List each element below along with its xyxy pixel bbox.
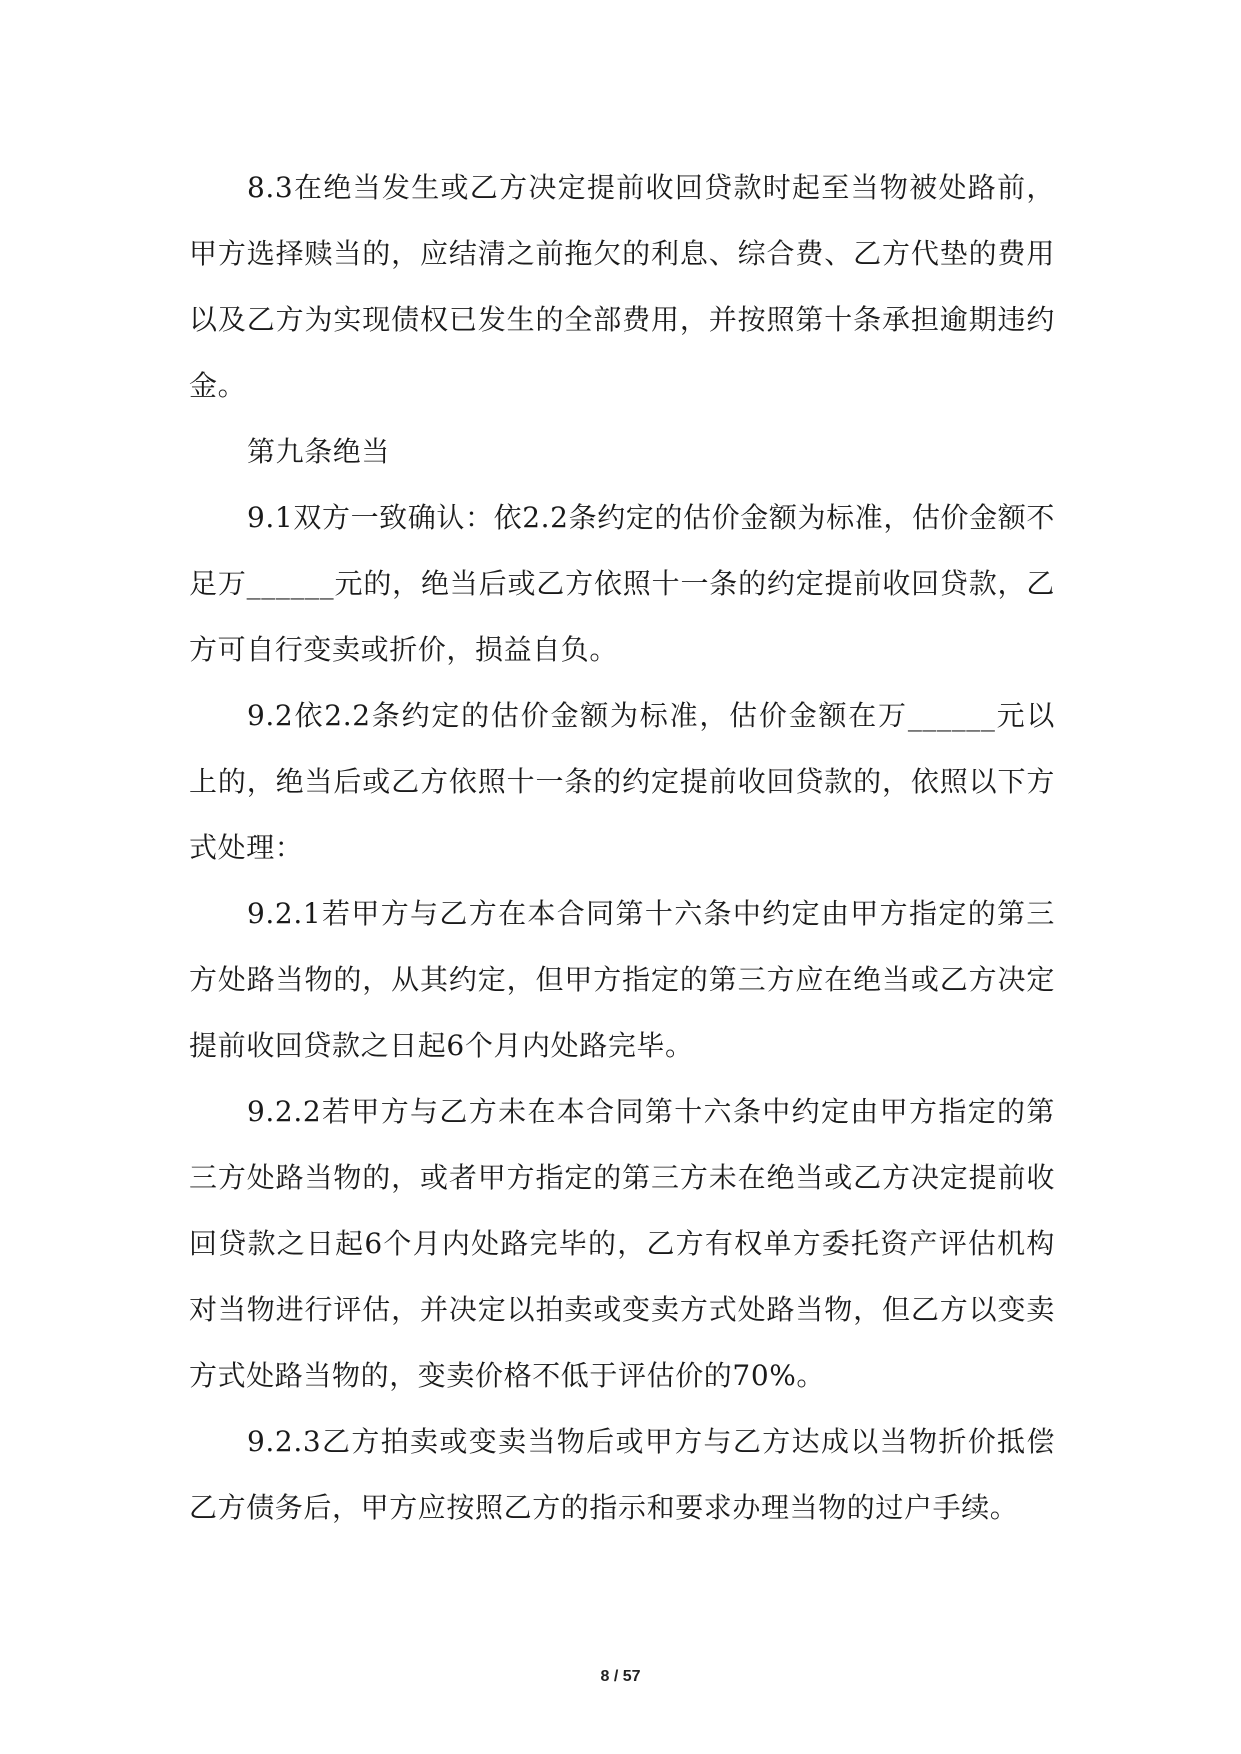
paragraph-9-2-3: 9.2.3乙方拍卖或变卖当物后或甲方与乙方达成以当物折价抵偿乙方债务后，甲方应按照乙方的指示和要求办理当物的过户手续。 [189, 1425, 1055, 1524]
page-number: 8 / 57 [600, 1668, 641, 1685]
paragraph-9-2-2: 9.2.2若甲方与乙方未在本合同第十六条中约定由甲方指定的第三方处路当物的，或者甲方指定的第三方未在绝当或乙方决定提前收回贷款之日起6个月内处路完毕的，乙方有权单方委托资产评估机构对当物进行评估，并决定以拍卖或变卖方式处路当物，但乙方以变卖方式处路当物的，变卖价格不低于评估价的70%。 [189, 1095, 1055, 1392]
paragraph-9-2: 9.2依2.2条约定的估价金额为标准，估价金额在万______元以上的，绝当后或乙方依照十一条的约定提前收回贷款的，依照以下方式处理： [189, 699, 1055, 864]
paragraph-9-2-1: 9.2.1若甲方与乙方在本合同第十六条中约定由甲方指定的第三方处路当物的，从其约定，但甲方指定的第三方应在绝当或乙方决定提前收回贷款之日起6个月内处路完毕。 [189, 897, 1055, 1062]
paragraph-9-1: 9.1双方一致确认：依2.2条约定的估价金额为标准，估价金额不足万______元的，绝当后或乙方依照十一条的约定提前收回贷款，乙方可自行变卖或折价，损益自负。 [189, 501, 1055, 666]
document-body [189, 155, 1055, 1541]
article-9-heading: 第九条绝当 [247, 435, 391, 468]
paragraph-8-3: 8.3在绝当发生或乙方决定提前收回贷款时起至当物被处路前，甲方选择赎当的，应结清之前拖欠的利息、综合费、乙方代垫的费用以及乙方为实现债权已发生的全部费用，并按照第十条承担逾期违约金。 [189, 171, 1055, 402]
